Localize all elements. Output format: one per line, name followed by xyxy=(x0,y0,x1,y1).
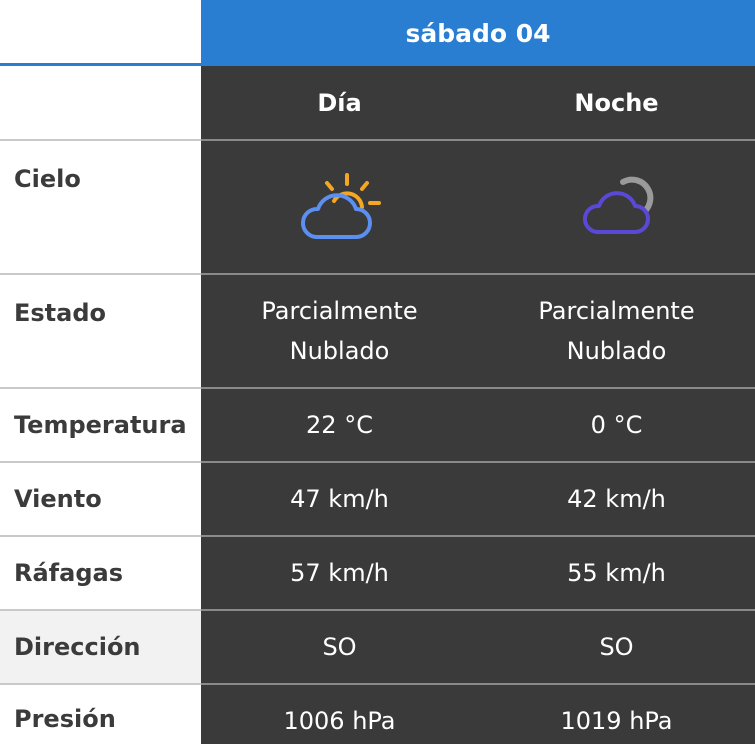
row-cells-temperatura xyxy=(201,389,755,463)
row-viento xyxy=(0,463,755,537)
cell-estado-day xyxy=(201,275,478,387)
estado-night-line1: Parcialmente xyxy=(538,297,695,325)
partly-cloudy-night-icon xyxy=(577,176,657,238)
cell-viento-night: 42 km/h xyxy=(567,485,666,513)
row-label-direccion: Dirección xyxy=(0,611,201,685)
row-label-rafagas: Ráfagas xyxy=(0,537,201,611)
row-presion xyxy=(0,685,755,744)
row-label-cielo: Cielo xyxy=(0,141,201,275)
cell-estado-night xyxy=(478,275,755,387)
cell-viento-day: 47 km/h xyxy=(290,485,389,513)
cell-cielo-night xyxy=(478,141,755,273)
cell-temperatura-day: 22 °C xyxy=(306,411,373,439)
cell-rafagas-night: 55 km/h xyxy=(567,559,666,587)
row-temperatura xyxy=(0,389,755,463)
row-estado xyxy=(0,275,755,389)
row-rafagas xyxy=(0,537,755,611)
header-blank-cell xyxy=(0,0,201,66)
row-cells-presion xyxy=(201,685,755,744)
column-header-row xyxy=(0,66,755,141)
estado-day-line2: Nublado xyxy=(289,337,390,365)
row-cells-rafagas xyxy=(201,537,755,611)
row-cielo xyxy=(0,141,755,275)
row-cells-estado xyxy=(201,275,755,389)
column-header-blank xyxy=(0,66,201,141)
row-cells-viento xyxy=(201,463,755,537)
estado-day-line1: Parcialmente xyxy=(261,297,418,325)
column-header-cells xyxy=(201,66,755,141)
row-label-viento: Viento xyxy=(0,463,201,537)
cell-presion-day: 1006 hPa xyxy=(283,707,396,735)
row-cells-cielo xyxy=(201,141,755,275)
day-header: sábado 04 xyxy=(201,0,755,66)
row-label-presion: Presión xyxy=(0,685,201,744)
row-cells-direccion xyxy=(201,611,755,685)
partly-cloudy-day-icon xyxy=(294,171,386,243)
cell-temperatura-night: 0 °C xyxy=(590,411,643,439)
cell-rafagas-day: 57 km/h xyxy=(290,559,389,587)
cell-direccion-day: SO xyxy=(322,633,357,661)
column-header-night: Noche xyxy=(574,88,659,117)
row-label-estado: Estado xyxy=(0,275,201,389)
row-direccion xyxy=(0,611,755,685)
cell-cielo-day xyxy=(201,141,478,273)
column-header-day: Día xyxy=(317,88,362,117)
estado-night-line2: Nublado xyxy=(566,337,667,365)
cell-presion-night: 1019 hPa xyxy=(560,707,673,735)
cell-direccion-night: SO xyxy=(599,633,634,661)
row-label-temperatura: Temperatura xyxy=(0,389,201,463)
